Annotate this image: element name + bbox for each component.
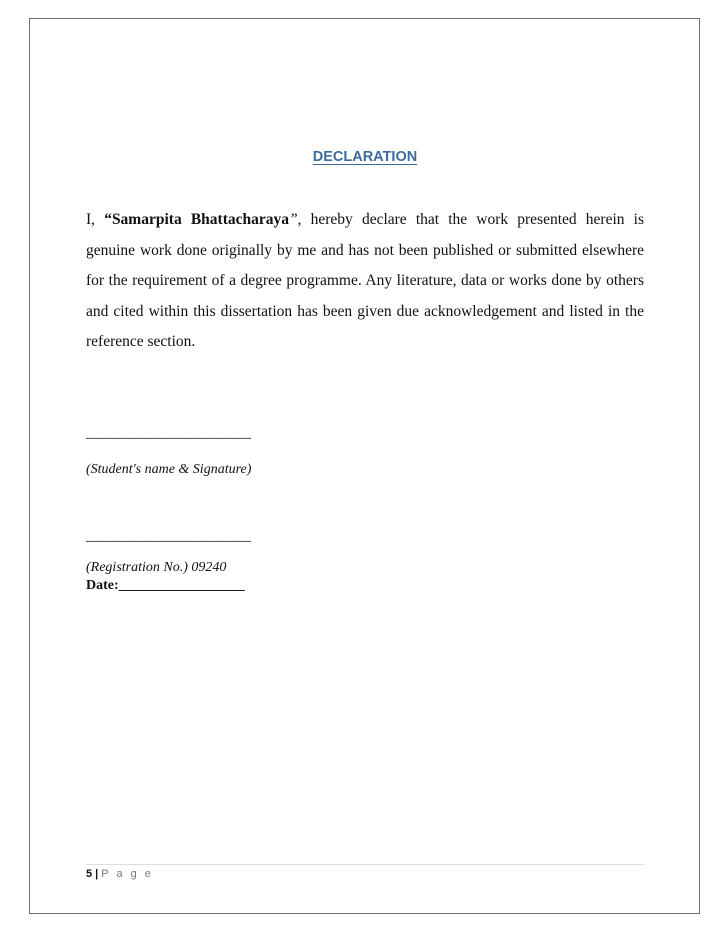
page-number: 5 [86, 868, 93, 880]
footer-separator: | [95, 868, 99, 880]
page-word: P a g e [101, 868, 154, 880]
closing-quote: ” [289, 211, 298, 228]
signature-caption: (Student's name & Signature) [86, 462, 252, 477]
signature-line: ______________________ [86, 425, 251, 441]
document-title [0, 149, 728, 165]
registration-line: ______________________ [86, 528, 251, 544]
paragraph-body: , hereby declare that the work presented herein is genuine work done originally by me and has not been published or submitted elsewhere for the requirement of a degree programme. Any literature, data or works done by others and cited within this dissertation has been given due acknowledgement and listed in the reference section. [86, 211, 644, 350]
paragraph-prefix: I, [86, 211, 105, 228]
footer-divider [86, 864, 644, 865]
declaration-paragraph [86, 205, 644, 358]
date-field: Date:__________________ [86, 578, 245, 593]
page-footer [86, 868, 153, 880]
title-text: DECLARATION [312, 149, 418, 165]
student-name: “Samarpita Bhattacharaya [104, 211, 289, 228]
registration-caption: (Registration No.) 09240 [86, 560, 227, 575]
